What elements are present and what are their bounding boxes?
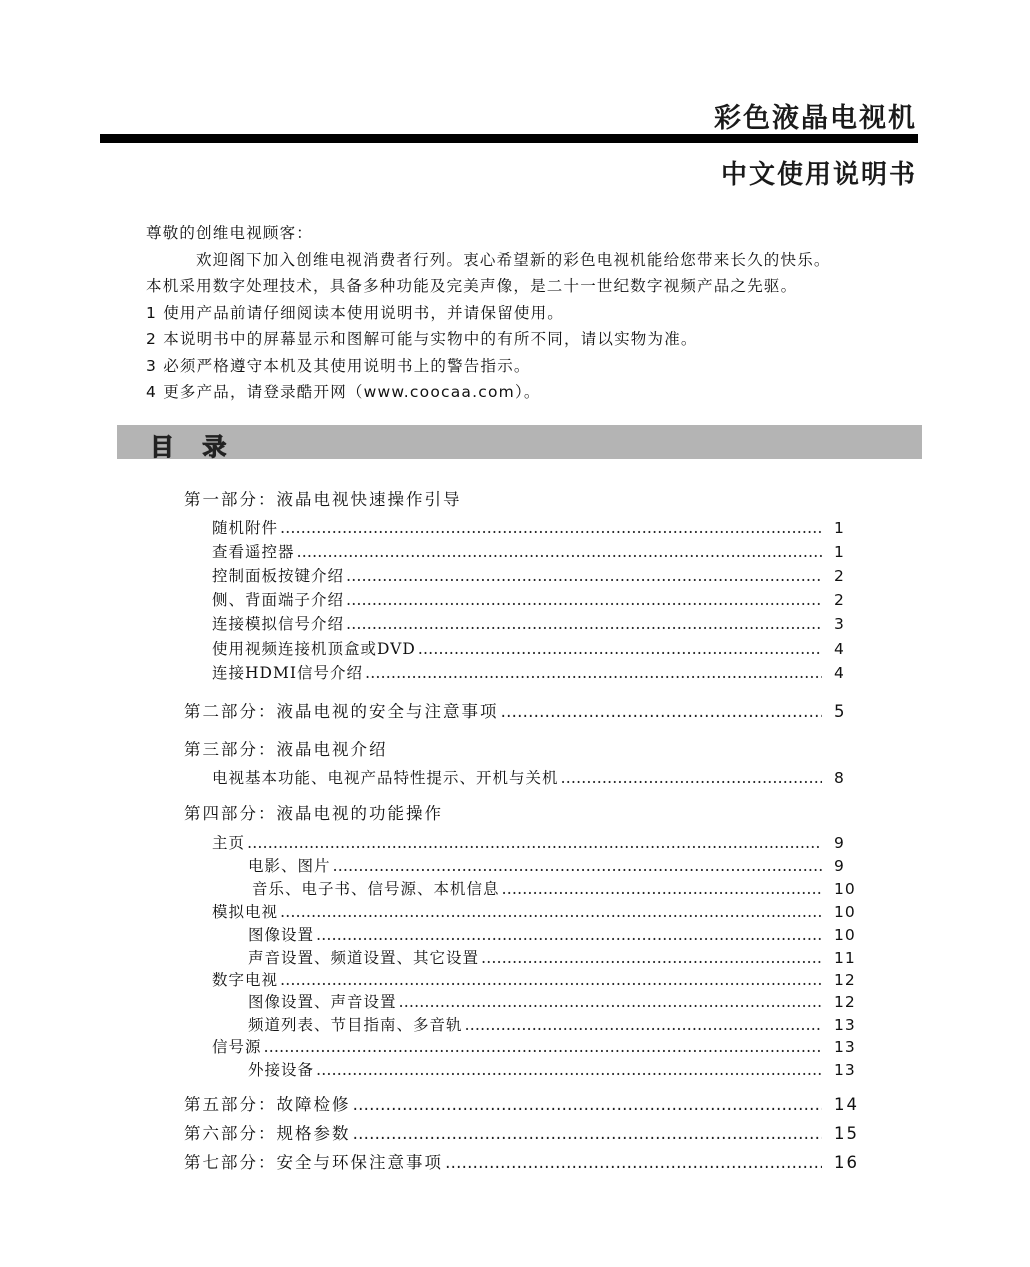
- page-number: 16: [834, 1153, 859, 1172]
- toc-entry[interactable]: 电视基本功能、电视产品特性提示、开机与关机 ………………………………………………………………………………………………………………………………………………………………………………………… 8: [212, 766, 858, 788]
- page-number: 14: [834, 1095, 859, 1114]
- part-title: 第二部分：液晶电视的安全与注意事项: [184, 702, 499, 721]
- leader-dots: [353, 1095, 823, 1114]
- leader-dots: [297, 543, 822, 561]
- leader-dots: [365, 664, 822, 682]
- toc-entry[interactable]: 图像设置、声音设置 ………………………………………………………………………………………………………………………………………………………………………………………… 12: [248, 990, 858, 1012]
- toc-part-3[interactable]: [184, 736, 854, 760]
- intro-section: [146, 220, 926, 406]
- leader-dots: [280, 903, 822, 921]
- page-number: 12: [834, 971, 856, 989]
- part-title: 第三部分：液晶电视介绍: [184, 740, 388, 759]
- part-title: 第一部分：液晶电视快速操作引导: [184, 490, 462, 509]
- toc-entry[interactable]: 查看遥控器 ………………………………………………………………………………………………………………………………………………………………………………………… 1: [212, 540, 858, 562]
- page-number: 9: [834, 857, 845, 875]
- toc-entry[interactable]: 连接HDMI信号介绍 ………………………………………………………………………………………………………………………………………………………………………………………… 4: [212, 661, 858, 683]
- leader-dots: [353, 1124, 823, 1143]
- page-number: 9: [834, 834, 845, 852]
- leader-dots: [280, 971, 822, 989]
- toc-part-2[interactable]: [184, 698, 858, 722]
- toc-entry[interactable]: 连接模拟信号介绍 ………………………………………………………………………………………………………………………………………………………………………………………… 3: [212, 612, 858, 634]
- header-rule: [100, 134, 918, 143]
- page-number: 11: [834, 949, 856, 967]
- page-number: 13: [834, 1038, 856, 1056]
- leader-dots: [346, 567, 822, 585]
- leader-dots: [280, 519, 822, 537]
- toc-part-7[interactable]: [184, 1149, 858, 1173]
- page-number: 5: [834, 702, 847, 721]
- page-number: 2: [834, 567, 845, 585]
- toc-entry[interactable]: 使用视频连接机顶盒或DVD ………………………………………………………………………………………………………………………………………………………………………………………… 4: [212, 637, 858, 659]
- note-4: 4 更多产品，请登录酷开网（www.coocaa.com）。: [146, 383, 541, 401]
- leader-dots: [481, 949, 822, 967]
- toc-entry[interactable]: 控制面板按键介绍 ………………………………………………………………………………………………………………………………………………………………………………………… 2: [212, 564, 858, 586]
- toc-entry[interactable]: 数字电视 ………………………………………………………………………………………………………………………………………………………………………………………… 12: [212, 968, 858, 990]
- document-subtitle: 中文使用说明书: [720, 160, 917, 190]
- leader-dots: [501, 702, 823, 721]
- toc-entry[interactable]: 主页 ………………………………………………………………………………………………………………………………………………………………………………………… 9: [212, 831, 858, 853]
- toc-entry[interactable]: 侧、背面端子介绍 ………………………………………………………………………………………………………………………………………………………………………………………… 2: [212, 588, 858, 610]
- leader-dots: [346, 615, 822, 633]
- leader-dots: [316, 1061, 822, 1079]
- page-number: 8: [834, 769, 845, 787]
- page-number: 4: [834, 664, 845, 682]
- intro-line-2: 本机采用数字处理技术，具备多种功能及完美声像，是二十一世纪数字视频产品之先驱。: [146, 277, 798, 295]
- page-number: 15: [834, 1124, 859, 1143]
- leader-dots: [399, 993, 822, 1011]
- leader-dots: [316, 926, 822, 944]
- toc-entry[interactable]: 图像设置 ………………………………………………………………………………………………………………………………………………………………………………………… 10: [248, 923, 858, 945]
- page-number: 4: [834, 640, 845, 658]
- page-number: 1: [834, 543, 845, 561]
- part-title: 第六部分：规格参数: [184, 1124, 351, 1143]
- part-title: 第七部分：安全与环保注意事项: [184, 1153, 443, 1172]
- page-number: 10: [834, 926, 856, 944]
- toc-part-1[interactable]: [184, 486, 854, 510]
- intro-line-1: 欢迎阁下加入创维电视消费者行列。衷心希望新的彩色电视机能给您带来长久的快乐。: [196, 250, 831, 269]
- toc-entry[interactable]: 外接设备 ………………………………………………………………………………………………………………………………………………………………………………………… 13: [248, 1058, 858, 1080]
- toc-entry[interactable]: 声音设置、频道设置、其它设置 ………………………………………………………………………………………………………………………………………………………………………………………… 11: [248, 946, 858, 968]
- page-number: 10: [834, 880, 856, 898]
- page-number: 2: [834, 591, 845, 609]
- part-title: 第五部分：故障检修: [184, 1095, 351, 1114]
- toc-entry[interactable]: 模拟电视 ………………………………………………………………………………………………………………………………………………………………………………………… 10: [212, 900, 858, 922]
- leader-dots: [264, 1038, 822, 1056]
- page-number: 12: [834, 993, 856, 1011]
- leader-dots: [445, 1153, 822, 1172]
- leader-dots: [465, 1016, 822, 1034]
- toc-entry[interactable]: 信号源 ………………………………………………………………………………………………………………………………………………………………………………………… 13: [212, 1035, 858, 1057]
- part-title: 第四部分：液晶电视的功能操作: [184, 804, 443, 823]
- page-number: 13: [834, 1061, 856, 1079]
- note-2: 2 本说明书中的屏幕显示和图解可能与实物中的有所不同，请以实物为准。: [146, 330, 698, 348]
- toc-part-6[interactable]: [184, 1120, 858, 1144]
- leader-dots: [502, 880, 822, 898]
- greeting: 尊敬的创维电视顾客：: [146, 224, 314, 242]
- leader-dots: [346, 591, 822, 609]
- leader-dots: [561, 769, 822, 787]
- toc-part-4[interactable]: [184, 800, 854, 824]
- page-number: 1: [834, 519, 845, 537]
- page-number: 3: [834, 615, 845, 633]
- toc-heading-bar: [117, 425, 922, 459]
- toc-entry[interactable]: 音乐、电子书、信号源、本机信息 ………………………………………………………………………………………………………………………………………………………………………………………… 10: [252, 877, 858, 899]
- document-title: 彩色液晶电视机: [714, 103, 917, 134]
- note-3: 3 必须严格遵守本机及其使用说明书上的警告指示。: [146, 356, 531, 375]
- page-number: 10: [834, 903, 856, 921]
- toc-heading: 目 录: [150, 433, 237, 461]
- page-number: 13: [834, 1016, 856, 1034]
- leader-dots: [247, 834, 822, 852]
- toc-part-5[interactable]: [184, 1091, 858, 1115]
- note-1: 1 使用产品前请仔细阅读本使用说明书，并请保留使用。: [146, 303, 564, 322]
- toc-entry[interactable]: 随机附件 ………………………………………………………………………………………………………………………………………………………………………………………… 1: [212, 516, 858, 538]
- leader-dots: [333, 857, 822, 875]
- leader-dots: [418, 640, 822, 658]
- toc-entry[interactable]: 频道列表、节目指南、多音轨 ………………………………………………………………………………………………………………………………………………………………………………………… 13: [248, 1013, 858, 1035]
- toc-entry[interactable]: 电影、图片 ………………………………………………………………………………………………………………………………………………………………………………………… 9: [248, 854, 858, 876]
